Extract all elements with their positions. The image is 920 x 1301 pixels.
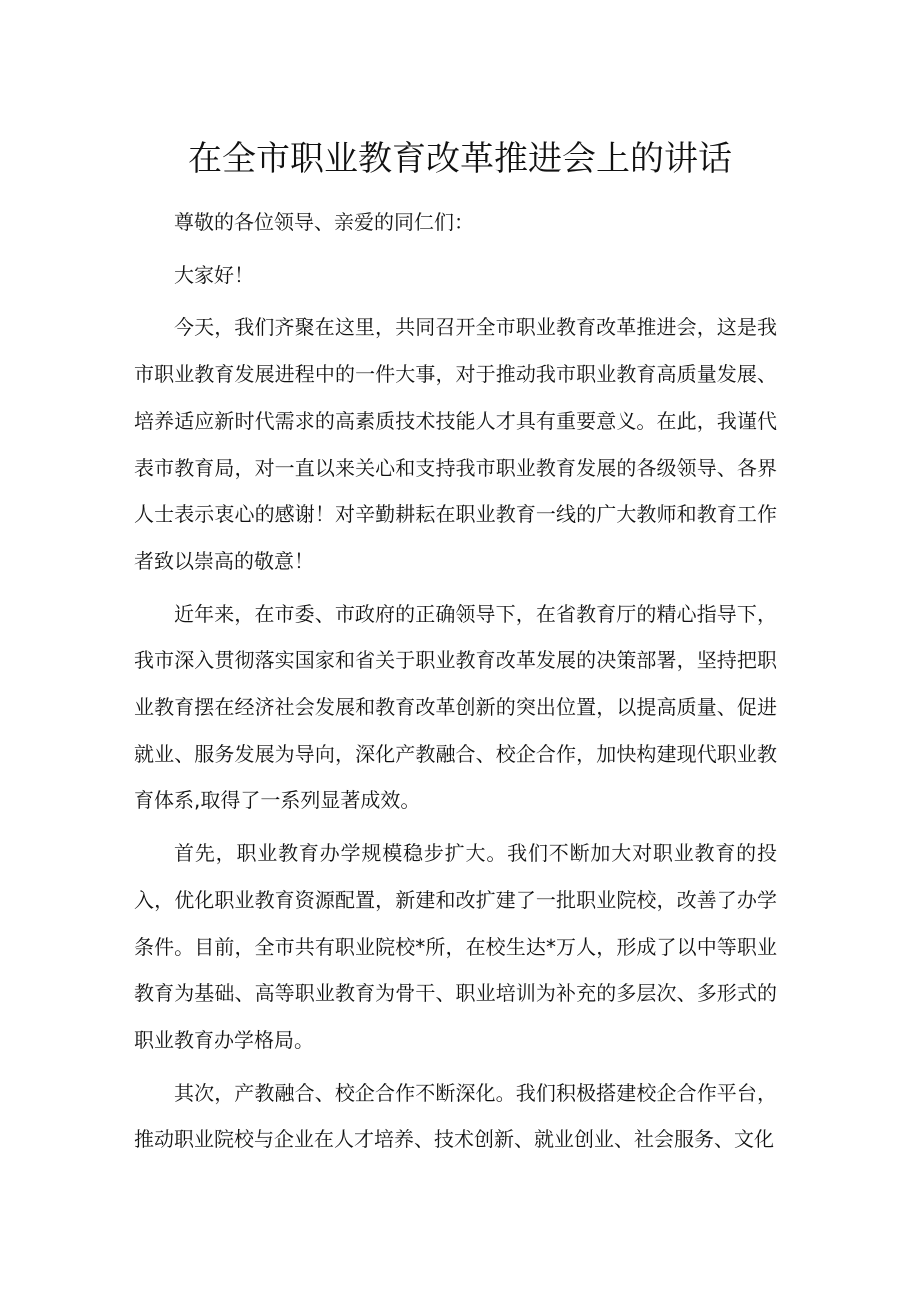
- paragraph-achievements: 近年来，在市委、市政府的正确领导下，在省教育厅的精心指导下，我市深入贯彻落实国家和省关于职业教育改革发展的决策部署，坚持把职业教育摆在经济社会发展和教育改革创新的突出位置，以提高质量、促进就业、服务发展为导向，深化产教融合、校企合作，加快构建现代职业教育体系,取得了一系列显著成效。: [134, 601, 777, 813]
- greeting: 大家好！: [174, 262, 254, 287]
- document-title: 在全市职业教育改革推进会上的讲话: [188, 139, 732, 179]
- document-body: [134, 199, 777, 1169]
- paragraph-opening: 今天，我们齐聚在这里，共同召开全市职业教育改革推进会，这是我市职业教育发展进程中的一件大事，对于推动我市职业教育高质量发展、培养适应新时代需求的高素质技术技能人才具有重要意义。在此，我谨代表市教育局，对一直以来关心和支持我市职业教育发展的各级领导、各界人士表示衷心的感谢！对辛勤耕耘在职业教育一线的广大教师和教育工作者致以崇高的敬意！: [134, 315, 777, 573]
- salutation: 尊敬的各位领导、亲爱的同仁们：: [174, 210, 474, 234]
- paragraph-second-point: 其次，产教融合、校企合作不断深化。我们积极搭建校企合作平台，推动职业院校与企业在人才培养、技术创新、就业创业、社会服务、文化: [134, 1080, 777, 1152]
- paragraph-first-point: 首先，职业教育办学规模稳步扩大。我们不断加大对职业教育的投入，优化职业教育资源配置，新建和改扩建了一批职业院校，改善了办学条件。目前，全市共有职业院校*所，在校生达*万人，形成了以中等职业教育为基础、高等职业教育为骨干、职业培训为补充的多层次、多形式的职业教育办学格局。: [134, 841, 777, 1052]
